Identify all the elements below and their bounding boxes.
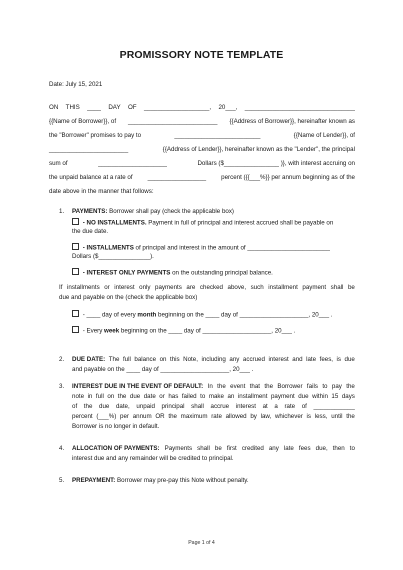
word: the "Borrower" promises to pay to <box>49 132 142 139</box>
word: shall <box>197 445 210 452</box>
section-5-line <box>72 477 249 485</box>
section-4-line-2: interest due and any remainder will be credited to principal. <box>72 455 234 462</box>
word: 20___, <box>218 104 238 111</box>
word: ____________ <box>313 403 355 410</box>
word: any <box>229 356 240 363</box>
word: the <box>264 383 274 390</box>
word: percent <box>72 413 93 420</box>
word: balance <box>134 356 157 363</box>
word: to <box>322 383 328 390</box>
word: interest <box>114 284 135 291</box>
option-installments-cont: Dollars ($_______________). <box>72 253 154 260</box>
word: a <box>274 403 278 410</box>
word: are <box>186 284 196 291</box>
word: the <box>168 413 177 420</box>
checkbox-installments[interactable] <box>72 243 79 250</box>
word: the <box>117 393 127 400</box>
parties-line-4 <box>49 146 355 154</box>
word: that <box>249 383 261 390</box>
checkbox-weekly[interactable] <box>72 326 79 333</box>
word: less, <box>314 413 328 420</box>
word: such <box>250 284 264 291</box>
word: percent ({{___%}} per annum beginning as of the <box>221 174 355 181</box>
word: installment <box>268 284 298 291</box>
word: is <box>336 356 341 363</box>
option-no-installments-text: Payment in full of principal and interest accrued shall be payable on <box>146 219 334 227</box>
word: due <box>298 393 309 400</box>
option-installments-label: - INSTALLMENTS <box>81 244 134 252</box>
word: or <box>104 284 110 291</box>
option-interest-only-label: - INTEREST ONLY PAYMENTS <box>81 269 171 277</box>
word: ___________________, <box>143 104 212 111</box>
parties-line-1 <box>49 104 355 112</box>
word: whichever <box>274 413 303 420</box>
section-1-intro <box>72 208 234 216</box>
word: {{Address of Lender}}, hereinafter known as the "Lender", the principal <box>162 146 355 153</box>
word: due <box>129 393 141 400</box>
word: _________________________ <box>174 132 261 139</box>
word: unpaid <box>136 403 155 410</box>
word: late <box>283 445 294 452</box>
word: annum <box>132 413 152 420</box>
word: law, <box>260 413 272 420</box>
word: interest <box>268 356 289 363</box>
word: {{Name of Lender}}, of <box>293 132 355 139</box>
section-3-line-4 <box>72 413 355 421</box>
date-line: Date: July 15, 2021 <box>49 81 103 88</box>
word: first <box>226 445 237 452</box>
word: within <box>312 393 328 400</box>
frequency-monthly-post: beginning on the ____ day of ____________________, 20___ . <box>156 311 333 319</box>
word: the <box>83 403 93 410</box>
word: to <box>200 393 206 400</box>
word: above, <box>227 284 247 291</box>
word: be <box>347 284 355 291</box>
word: at <box>262 403 268 410</box>
word: only <box>139 284 151 291</box>
word: on <box>159 356 167 363</box>
word: full <box>122 356 131 363</box>
word: allowed <box>225 413 247 420</box>
word: pay <box>331 383 342 390</box>
word: {{Name of Borrower}}, of <box>49 118 117 125</box>
word: or <box>159 393 165 400</box>
word: shall <box>330 284 344 291</box>
word: any <box>268 445 279 452</box>
word: If <box>59 284 63 291</box>
word: days <box>341 393 355 400</box>
option-no-installments-cont: the due date. <box>72 228 109 235</box>
word: payment <box>302 284 327 291</box>
word: OR <box>155 413 165 420</box>
word: Borrower <box>277 383 303 390</box>
section-2-number: 2. <box>59 356 65 363</box>
word: ON <box>49 104 59 111</box>
word: full <box>95 393 104 400</box>
word: of <box>301 403 307 410</box>
checkbox-interest-only[interactable] <box>72 268 79 275</box>
frequency-monthly-pre: - ____ day of every <box>81 311 138 319</box>
section-4-number: 4. <box>59 445 65 452</box>
word: failed <box>181 393 197 400</box>
word: fees, <box>319 356 334 363</box>
word: __________________________ <box>128 118 218 125</box>
word: fees <box>298 445 311 452</box>
word: The <box>108 356 120 363</box>
word: date, <box>115 403 130 410</box>
word: including <box>201 356 226 363</box>
word: credited <box>241 445 264 452</box>
word: the <box>346 383 355 390</box>
section-3-line-1 <box>72 383 355 391</box>
word: DAY <box>108 104 121 111</box>
option-installments-text: of principal and interest in the amount of ________________________ <box>133 244 330 252</box>
word: late <box>306 356 317 363</box>
word: ________________________________ <box>244 104 355 111</box>
word: maximum <box>180 413 208 420</box>
word: interest <box>235 403 256 410</box>
word: payments <box>155 284 182 291</box>
checkbox-no-installments[interactable] <box>72 218 79 225</box>
frequency-weekly <box>72 326 295 336</box>
word: fails <box>306 383 318 390</box>
section-3-line-2 <box>72 393 355 401</box>
word: to <box>349 445 355 452</box>
section-3-line-3 <box>72 403 355 411</box>
parties-line-6 <box>49 174 355 182</box>
word: due <box>99 403 110 410</box>
word: ____________________ <box>98 160 167 167</box>
option-interest-only-text: on the outstanding principal balance. <box>170 269 273 277</box>
section-4-heading: ALLOCATION OF PAYMENTS: <box>72 445 160 452</box>
word: then <box>332 445 345 452</box>
word: due <box>344 356 355 363</box>
installment-paragraph-line-2: due and payable on the (check the applicable box) <box>59 294 198 301</box>
frequency-monthly <box>72 310 333 320</box>
section-3-line-5: Borrower is no longer in default. <box>72 423 160 430</box>
frequency-weekly-post: beginning on the ____ day of ____________________, 20___ . <box>119 327 296 335</box>
word: payment <box>270 393 295 400</box>
section-3-number: 3. <box>59 383 65 390</box>
word: in <box>87 393 93 400</box>
word: rate <box>284 403 296 410</box>
word: checked <box>199 284 223 291</box>
section-2-heading: DUE DATE: <box>72 356 106 363</box>
word: per <box>120 413 129 420</box>
word: make <box>208 393 224 400</box>
word: date <box>143 393 156 400</box>
section-1-number: 1. <box>59 208 65 215</box>
word: OF <box>127 104 137 111</box>
page-footer: Page 1 of 4 <box>188 540 215 546</box>
frequency-weekly-pre: - Every <box>81 327 105 335</box>
word: the <box>217 383 226 390</box>
word: by <box>250 413 257 420</box>
section-5-text: Borrower may pre-pay this Note without penalty. <box>115 477 249 484</box>
parties-line-7: date above in the manner that follows: <box>49 188 154 195</box>
word: sum of <box>49 160 68 167</box>
word: accrued <box>242 356 265 363</box>
word: and <box>292 356 303 363</box>
word: the unpaid balance at a rate of <box>49 174 133 181</box>
checkbox-monthly[interactable] <box>72 310 79 317</box>
section-5-heading: PREPAYMENT: <box>72 477 116 484</box>
word: (___%) <box>96 413 117 420</box>
word: {{Address of Borrower}}, hereinafter known as <box>229 118 355 125</box>
frequency-monthly-bold: month <box>137 311 157 319</box>
installment-paragraph-line-1 <box>59 284 355 292</box>
word: of <box>72 403 78 410</box>
word: be <box>214 445 222 452</box>
word: due, <box>315 445 328 452</box>
word: event <box>230 383 246 390</box>
word: _________________ <box>147 174 207 181</box>
word: note <box>72 393 85 400</box>
word: has <box>168 393 179 400</box>
word: shall <box>191 403 204 410</box>
section-2-line-1 <box>72 356 355 364</box>
parties-line-3 <box>49 132 355 140</box>
word: on <box>107 393 115 400</box>
word: Note, <box>183 356 198 363</box>
word: installments <box>67 284 100 291</box>
word: Payments <box>164 445 193 452</box>
option-no-installments <box>72 218 333 228</box>
word: Dollars ($________________ )}, with interest accruing on <box>197 160 355 167</box>
word: ____ <box>87 104 101 111</box>
section-2-line-2: and payable on the ____ day of ____________________, 20___ . <box>72 366 254 373</box>
word: 15 <box>331 393 339 400</box>
word: an <box>227 393 235 400</box>
parties-line-5 <box>49 160 355 168</box>
word: _______________________ <box>49 146 129 153</box>
section-3-heading: INTEREST DUE IN THE EVENT OF DEFAULT: <box>72 383 204 390</box>
word: principal <box>161 403 185 410</box>
section-1-text: Borrower shall pay (check the applicable box) <box>107 208 234 215</box>
section-4-line-1 <box>72 445 355 453</box>
word: rate <box>211 413 222 420</box>
word: installment <box>237 393 268 400</box>
document-title: PROMISSORY NOTE TEMPLATE <box>119 49 284 61</box>
word: this <box>169 356 180 363</box>
word: In <box>207 383 213 390</box>
word: is <box>306 413 312 420</box>
parties-line-2 <box>49 118 355 126</box>
word: the <box>346 413 355 420</box>
option-interest-only <box>72 268 273 278</box>
option-installments <box>72 243 330 253</box>
word: until <box>331 413 343 420</box>
section-1-heading: PAYMENTS: <box>72 208 108 215</box>
section-5-number: 5. <box>59 477 65 484</box>
option-no-installments-label: - NO INSTALLMENTS. <box>81 219 147 227</box>
word: THIS <box>65 104 80 111</box>
frequency-weekly-bold: week <box>104 327 120 335</box>
word: accrue <box>210 403 230 410</box>
